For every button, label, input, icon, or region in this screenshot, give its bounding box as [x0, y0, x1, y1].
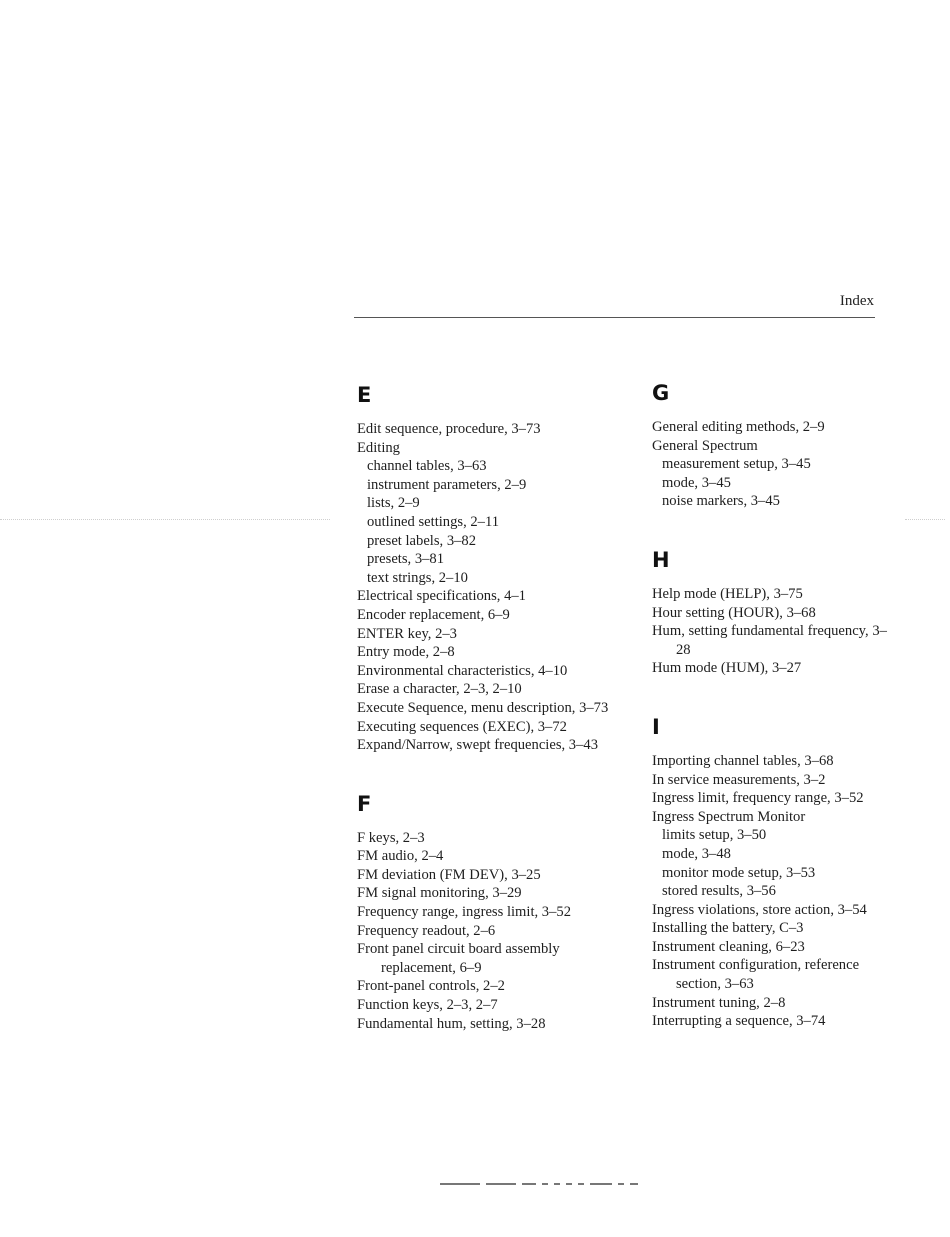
index-entry: Importing channel tables, 3–68	[652, 752, 834, 769]
index-entry: FM audio, 2–4	[357, 848, 444, 865]
section-letter: F	[357, 791, 372, 816]
index-entry: General Spectrum	[652, 437, 758, 454]
index-entry: Expand/Narrow, swept frequencies, 3–43	[357, 737, 598, 754]
index-section-f	[357, 789, 627, 1034]
index-subentry: preset labels, 3–82	[367, 532, 477, 549]
index-entry: Frequency readout, 2–6	[357, 922, 496, 939]
index-entry: Environmental characteristics, 4–10	[357, 662, 568, 679]
entry-list	[357, 420, 627, 755]
index-subentry: outlined settings, 2–11	[367, 513, 500, 530]
index-subentry: lists, 2–9	[367, 495, 420, 512]
index-entry: Front-panel controls, 2–2	[357, 978, 505, 995]
index-subentry: noise markers, 3–45	[662, 493, 780, 510]
index-entry: F keys, 2–3	[357, 829, 425, 846]
index-column-left	[357, 380, 627, 1033]
index-subentry: instrument parameters, 2–9	[367, 476, 527, 493]
index-entry: Ingress Spectrum Monitor	[652, 808, 806, 825]
margin-dots-right	[905, 519, 945, 520]
index-entry: Hum mode (HUM), 3–27	[652, 660, 802, 677]
index-subentry: mode, 3–45	[662, 474, 731, 491]
index-section-g	[652, 378, 892, 511]
index-entry: Execute Sequence, menu description, 3–73	[357, 699, 609, 716]
index-subentry: stored results, 3–56	[662, 883, 776, 900]
index-entry: Editing	[357, 439, 400, 456]
entry-list	[652, 752, 892, 1031]
index-section-i	[652, 712, 892, 1031]
entry-list	[652, 418, 892, 511]
index-entry: Encoder replacement, 6–9	[357, 606, 510, 623]
index-entry: Instrument tuning, 2–8	[652, 994, 786, 1011]
index-entry: Ingress violations, store action, 3–54	[652, 901, 867, 918]
index-subentry: text strings, 2–10	[367, 569, 468, 586]
index-entry: Front panel circuit board assembly replacement, 6–9	[357, 941, 560, 976]
index-entry: FM deviation (FM DEV), 3–25	[357, 866, 541, 883]
entry-list	[357, 829, 627, 1034]
section-letter: E	[357, 383, 372, 407]
index-subentry: presets, 3–81	[367, 551, 445, 568]
index-entry: Executing sequences (EXEC), 3–72	[357, 718, 567, 735]
header-rule	[354, 317, 875, 318]
section-gap	[652, 511, 892, 545]
index-subentry: monitor mode setup, 3–53	[662, 864, 816, 881]
entry-list	[652, 585, 892, 678]
index-entry: Function keys, 2–3, 2–7	[357, 997, 498, 1014]
section-letter: H	[652, 547, 670, 572]
index-entry: Frequency range, ingress limit, 3–52	[357, 904, 571, 921]
index-section-h	[652, 545, 892, 678]
index-subentry: channel tables, 3–63	[367, 458, 487, 475]
index-column-right	[652, 378, 892, 1031]
index-subentry: limits setup, 3–50	[662, 827, 767, 844]
index-entry: Interrupting a sequence, 3–74	[652, 1013, 826, 1030]
index-entry: Ingress limit, frequency range, 3–52	[652, 790, 864, 807]
index-entry: Help mode (HELP), 3–75	[652, 585, 803, 602]
section-gap	[652, 678, 892, 712]
section-letter: G	[652, 381, 670, 405]
index-entry: ENTER key, 2–3	[357, 625, 457, 642]
index-subentry: mode, 3–48	[662, 845, 731, 862]
index-entry: Entry mode, 2–8	[357, 644, 455, 661]
index-entry: Erase a character, 2–3, 2–10	[357, 681, 522, 698]
index-subentry: measurement setup, 3–45	[662, 456, 811, 473]
index-entry: Hum, setting fundamental frequency, 3–28	[652, 623, 887, 658]
index-entry: Instrument configuration, reference section, 3–63	[652, 957, 860, 993]
section-gap	[357, 755, 627, 789]
index-entry: General editing methods, 2–9	[652, 419, 825, 435]
index-entry: Edit sequence, procedure, 3–73	[357, 421, 541, 437]
margin-dots-left	[0, 519, 330, 520]
index-entry: In service measurements, 3–2	[652, 771, 826, 788]
index-section-e	[357, 380, 627, 755]
index-entry: Installing the battery, C–3	[652, 920, 804, 937]
running-header: Index	[839, 293, 874, 309]
index-entry: Instrument cleaning, 6–23	[652, 938, 805, 955]
index-entry: Hour setting (HOUR), 3–68	[652, 604, 816, 621]
section-letter: I	[652, 714, 660, 739]
footer-line	[440, 1183, 880, 1186]
index-entry: Electrical specifications, 4–1	[357, 588, 526, 605]
index-entry: Fundamental hum, setting, 3–28	[357, 1015, 546, 1032]
index-entry: FM signal monitoring, 3–29	[357, 885, 522, 902]
